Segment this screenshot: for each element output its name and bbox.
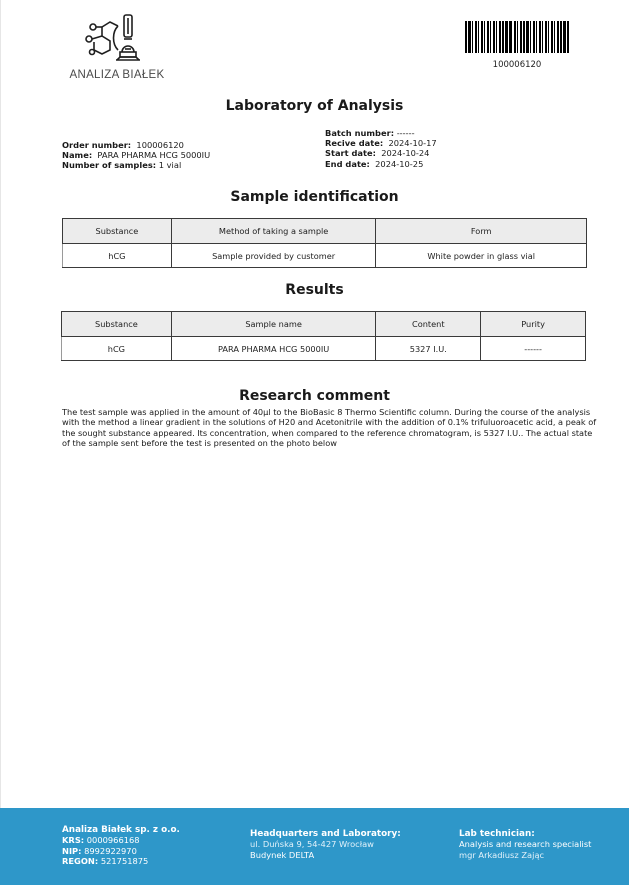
receive-date-line (325, 138, 437, 148)
samples-value: 1 vial (158, 160, 182, 171)
batch-value: ------ (396, 128, 415, 138)
barcode-bar (554, 21, 555, 53)
krs-label: KRS: (62, 835, 85, 846)
barcode-bar (514, 21, 516, 53)
end-date-value: 2024-10-25 (375, 158, 424, 169)
barcode-bar (484, 21, 485, 53)
barcode-bar (499, 21, 501, 53)
headquarters-address: ul. Duńska 9, 54-427 Wrocław (250, 839, 374, 850)
barcode-bar (548, 21, 549, 53)
table-header-row (62, 312, 586, 337)
barcode-bar (493, 21, 495, 53)
name-value: PARA PHARMA HCG 5000IU (97, 150, 211, 161)
header-cell: Content (376, 312, 481, 337)
technician-role: Analysis and research specialist (459, 839, 592, 850)
header-cell: Purity (481, 312, 586, 337)
order-number-line (62, 140, 210, 150)
table-row (62, 337, 586, 361)
sample-identification-table (62, 218, 587, 268)
barcode-bar (475, 21, 477, 53)
barcode-bar (472, 21, 473, 53)
end-date-label: End date: (325, 158, 370, 169)
barcode-bar (523, 21, 525, 53)
krs-value: 0000966168 (86, 835, 140, 846)
barcode-bar (468, 21, 471, 53)
barcode-bar (496, 21, 497, 53)
barcode-bar (551, 21, 553, 53)
barcode-number: 100006120 (492, 60, 542, 70)
page-edge (0, 0, 1, 808)
name-label: Name: (62, 150, 93, 161)
name-line (62, 150, 210, 160)
barcode-bar (536, 21, 537, 53)
results-table (61, 311, 586, 361)
order-number-label: Order number: (62, 140, 132, 150)
order-number-value: 100006120 (136, 140, 184, 150)
end-date-line (325, 159, 437, 169)
barcode-bar (465, 21, 467, 53)
research-comment-title: Research comment (239, 388, 390, 404)
table-cell: ------ (481, 337, 586, 361)
table-header-row (63, 219, 587, 244)
regon-value: 521751875 (100, 856, 149, 867)
nip-label: NIP: (62, 845, 82, 856)
table-cell: hCG (62, 337, 172, 361)
headquarters-title: Headquarters and Laboratory: (250, 829, 401, 839)
technician-name: mgr Arkadiusz Zając (459, 849, 545, 860)
start-date-label: Start date: (325, 148, 376, 159)
barcode-bar (478, 21, 479, 53)
barcode-bar (567, 21, 569, 53)
header-cell: Method of taking a sample (171, 219, 376, 244)
barcode-bar (530, 21, 531, 53)
logo-text: ANALIZA BIAŁEK (69, 69, 165, 81)
footer-technician (459, 829, 591, 860)
batch-line (325, 128, 437, 138)
header-cell: Sample name (171, 312, 376, 337)
barcode-bar (526, 21, 529, 53)
table-cell: White powder in glass vial (376, 244, 587, 268)
footer-headquarters (250, 829, 401, 860)
receive-date-label: Recive date: (325, 138, 384, 149)
table-cell: 5327 I.U. (376, 337, 481, 361)
results-title: Results (285, 282, 344, 298)
barcode-bar (505, 21, 508, 53)
order-info (62, 140, 210, 171)
footer (0, 808, 629, 885)
batch-label: Batch number: (325, 128, 395, 138)
barcode-bar (509, 21, 512, 53)
header-cell: Substance (63, 219, 172, 244)
header-cell: Form (376, 219, 587, 244)
barcode-bar (545, 21, 547, 53)
technician-title: Lab technician: (459, 829, 535, 839)
barcode-bar (557, 21, 559, 53)
samples-line (62, 160, 210, 170)
regon-label: REGON: (62, 856, 99, 867)
dates-info (325, 128, 437, 169)
header-cell: Substance (62, 312, 172, 337)
sample-identification-title: Sample identification (230, 189, 399, 205)
barcode-bar (490, 21, 491, 53)
regon-line (62, 856, 180, 866)
table-cell: PARA PHARMA HCG 5000IU (171, 337, 376, 361)
barcode-bar (563, 21, 566, 53)
start-date-value: 2024-10-24 (381, 148, 430, 159)
table-row (63, 244, 587, 268)
table-cell: Sample provided by customer (171, 244, 376, 268)
company-logo (62, 12, 172, 84)
barcode-bar (502, 21, 504, 53)
barcode-bar (533, 21, 535, 53)
company-name: Analiza Białek sp. z o.o. (62, 825, 180, 835)
receive-date-value: 2024-10-17 (388, 138, 437, 149)
samples-label: Number of samples: (62, 160, 157, 171)
headquarters-building: Budynek DELTA (250, 849, 315, 860)
barcode-bar (539, 21, 541, 53)
molecule-microscope-icon (84, 12, 154, 64)
nip-value: 8992922970 (84, 845, 137, 856)
barcode-image (465, 21, 569, 53)
barcode-bar (560, 21, 562, 53)
nip-line (62, 846, 180, 856)
barcode-bar (487, 21, 489, 53)
barcode-bar (520, 21, 522, 53)
footer-company (62, 825, 180, 867)
barcode-bar (481, 21, 483, 53)
barcode-bar (517, 21, 518, 53)
barcode-bar (542, 21, 543, 53)
research-comment-text: The test sample was applied in the amount of 40µl to the BioBasic 8 Thermo Scientific column. During the course of the analysis with the method a linear gradient in the solutions of H20 and Acetonitrile with the addition of 0.1% trifuluoroacetic acid, a peak of the sought substance appeared. Its concentration, when compared to the reference chromatogram, is 5327 I.U.. The actual state of the sample sent before the test is presented on the photo below (62, 407, 597, 448)
krs-line (62, 835, 180, 845)
report-title: Laboratory of Analysis (225, 98, 404, 114)
table-cell: hCG (63, 244, 172, 268)
start-date-line (325, 148, 437, 158)
